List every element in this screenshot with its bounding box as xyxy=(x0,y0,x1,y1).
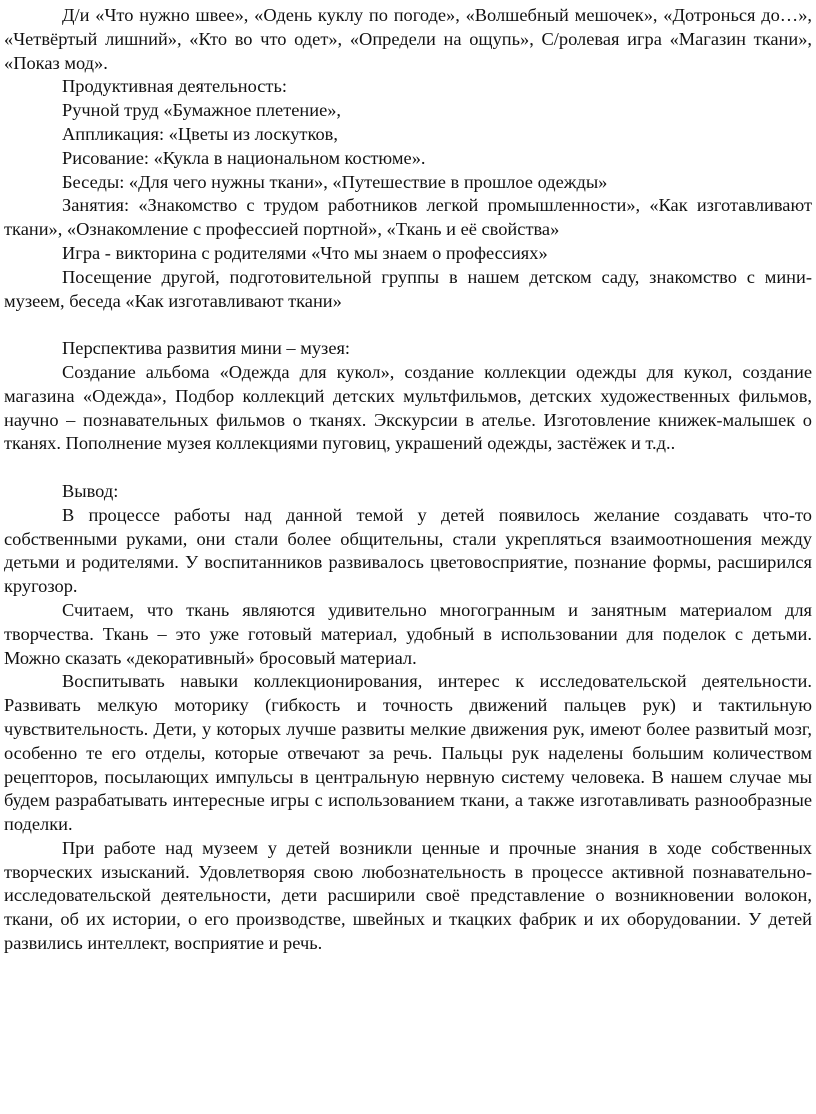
paragraph-visit: Посещение другой, подготовительной группы в нашем детском саду, знакомство с мини-музеем, беседа «Как изготавливают ткани» xyxy=(4,266,812,311)
paragraph-conclusion-3: Воспитывать навыки коллекционирования, интерес к исследовательской деятельности. Развивать мелкую моторику (гибкость и точность движений пальцев рук) и тактильную чувствительность. Дети, у которых лучше развиты мелкие движения рук, имеют более развитый мозг, особенно те его отделы, которые отвечают за речь. Пальцы рук наделены большим количеством рецепторов, посылающих импульсы в центральную нервную систему человека. В нашем случае мы будем разрабатывать интересные игры с использованием ткани, а также изготавливать разнообразные поделки. xyxy=(4,671,812,835)
blank-line xyxy=(4,313,812,337)
paragraph-productive-activity: Продуктивная деятельность: xyxy=(62,76,287,97)
paragraph-lessons: Занятия: «Знакомство с трудом работников легкой промышленности», «Как изготавливают ткани», «Ознакомление с профессией портной», «Ткань и её свойства» xyxy=(4,195,812,240)
paragraph-quiz: Игра - викторина с родителями «Что мы знаем о профессиях» xyxy=(62,242,548,263)
paragraph-manual-labor: Ручной труд «Бумажное плетение», xyxy=(62,100,342,121)
paragraph-perspective: Создание альбома «Одежда для кукол», создание коллекции одежды для кукол, создание магазина «Одежда», Подбор коллекций детских мультфильмов, детских художественных фильмов, научно – познавательных фильмов о тканях. Экскурсии в ателье. Изготовление книжек-малышек о тканях. Пополнение музея коллекциями пуговиц, украшений одежды, застёжек и т.д.. xyxy=(4,361,812,454)
blank-line xyxy=(4,456,812,480)
heading-conclusion: Вывод: xyxy=(62,480,119,501)
paragraph-drawing: Рисование: «Кукла в национальном костюме». xyxy=(62,147,426,168)
paragraph-conclusion-4: При работе над музеем у детей возникли ценные и прочные знания в ходе собственных творческих изысканий. Удовлетворяя свою любознательность в процессе активной познавательно-исследовательской деятельности, дети расширили своё представление о возникновении волокон, ткани, об их истории, о его производстве, швейных и ткацких фабрик и их оборудовании. У детей развились интеллект, восприятие и речь. xyxy=(4,837,812,954)
paragraph-conclusion-1: В процессе работы над данной темой у детей появилось желание создавать что-то собственными руками, они стали более общительны, стали укрепляться взаимоотношения между детьми и родителями. У воспитанников развивалось цветовосприятие, познание формы, расширился кругозор. xyxy=(4,504,812,597)
heading-perspective: Перспектива развития мини – музея: xyxy=(62,338,351,359)
paragraph-talks: Беседы: «Для чего нужны ткани», «Путешествие в прошлое одежды» xyxy=(62,171,608,192)
paragraph-applique: Аппликация: «Цветы из лоскутков, xyxy=(62,123,338,144)
paragraph-games: Д/и «Что нужно швее», «Одень куклу по погоде», «Волшебный мешочек», «Дотронься до…», «Четвёртый лишний», «Кто во что одет», «Определи на ощупь», С/ролевая игра «Магазин ткани», «Показ мод». xyxy=(4,5,812,73)
document-page xyxy=(0,4,816,956)
paragraph-conclusion-2: Считаем, что ткань являются удивительно многогранным и занятным материалом для творчества. Ткань – это уже готовый материал, удобный в использовании для поделок с детьми. Можно сказать «декоративный» бросовый материал. xyxy=(4,599,812,668)
